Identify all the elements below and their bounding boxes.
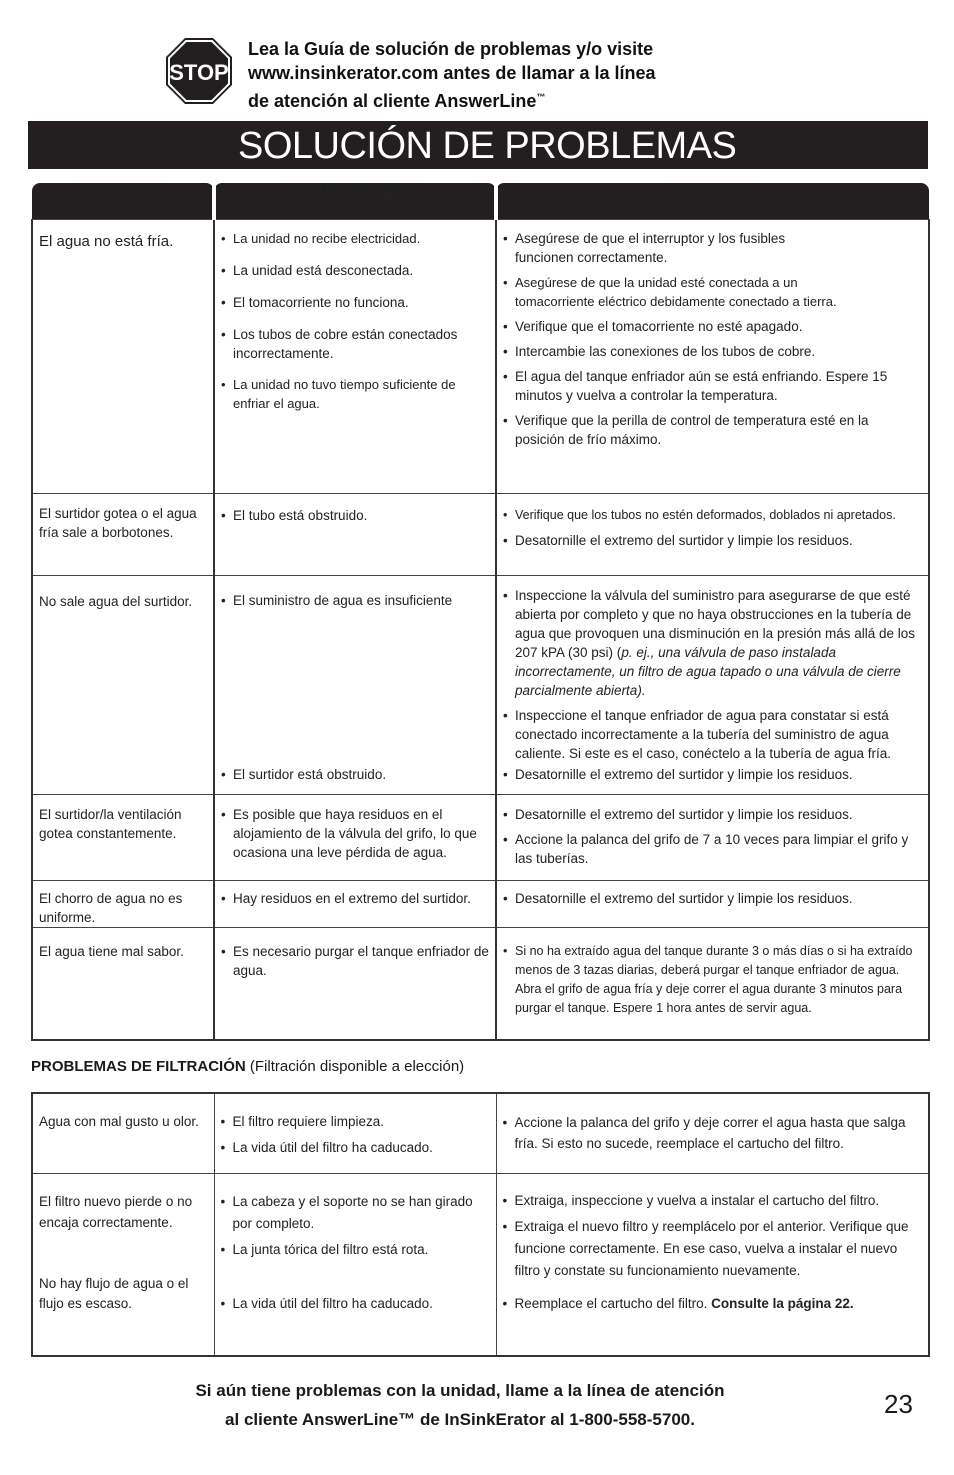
list-item: • La unidad está desconectada. [221, 261, 489, 280]
problem-cell: El surtidor/la ventilación gotea constantemente. [32, 794, 214, 880]
list-item: • Verifique que la perilla de control de temperatura esté en la posición de frío máximo. [503, 411, 890, 449]
problem-cell: El chorro de agua no es uniforme. [32, 880, 214, 927]
filter-section-heading [31, 1058, 464, 1075]
solution-cell [496, 219, 929, 493]
problem-cell: Agua con mal gusto u olor. [32, 1093, 214, 1173]
cause-cell [214, 927, 496, 1040]
header-solucion: SOLUCIÓN [496, 183, 929, 219]
list-item: • La cabeza y el soporte no se han girado por completo. [221, 1191, 490, 1235]
table-row [32, 1093, 929, 1173]
list-item: • Desatornille el extremo del surtidor y limpie los residuos. [503, 531, 922, 550]
stop-sign-text: STOP [169, 60, 229, 85]
solution-cell [496, 794, 929, 880]
list-item: • Si no ha extraído agua del tanque durante 3 o más días o si ha extraído menos de 3 tazas diarias, deberá purgar el tanque enfriador de agua. Abra el grifo de agua fría y deje correr el agua durante 3 minutos para purgar el tanque. Espere 1 hora antes de servir agua. [503, 942, 922, 1018]
table-row [32, 880, 929, 927]
page-reference: Consulte la página 22. [711, 1295, 854, 1311]
list-item: • Reemplace el cartucho del filtro. Consulte la página 22. [503, 1294, 923, 1313]
cause-cell [214, 1173, 496, 1356]
notice-line-2: www.insinkerator.com antes de llamar a la línea [248, 63, 656, 83]
list-item: • El suministro de agua es insuficiente [221, 591, 489, 610]
list-item: • Es necesario purgar el tanque enfriador de agua. [221, 942, 489, 980]
list-item: • Los tubos de cobre están conectados incorrectamente. [221, 325, 489, 363]
list-item: • La unidad no recibe electricidad. [221, 229, 489, 248]
list-item: • Asegúrese de que la unidad esté conectada a un tomacorriente eléctrico debidamente conectado a tierra. [503, 273, 875, 311]
problem-cell: No sale agua del surtidor. [32, 575, 214, 794]
page-title: SOLUCIÓN DE PROBLEMAS [238, 125, 737, 167]
list-item: • El filtro requiere limpieza. [221, 1112, 490, 1131]
solution-cell [496, 575, 929, 794]
table-row [32, 794, 929, 880]
list-item: • Extraiga el nuevo filtro y reemplácelo por el anterior. Verifique que funcione correctamente. En ese caso, vuelva a instalar el nuevo filtro y constate su funcionamiento nuevamente. [503, 1216, 923, 1282]
table-row [32, 219, 929, 493]
closing-message [140, 1376, 780, 1434]
solution-cell [496, 927, 929, 1040]
solution-cell [496, 880, 929, 927]
table-row [32, 493, 929, 575]
solution-cell [496, 493, 929, 575]
table-row [32, 575, 929, 794]
list-item: • Desatornille el extremo del surtidor y limpie los residuos. [503, 805, 922, 824]
cause-cell [214, 575, 496, 794]
solution-cell [496, 1093, 929, 1173]
list-item: • Accione la palanca del grifo de 7 a 10 veces para limpiar el grifo y las tuberías. [503, 830, 922, 868]
list-item: • La junta tórica del filtro está rota. [221, 1240, 490, 1259]
table-row [32, 927, 929, 1040]
page-number: 23 [884, 1389, 913, 1419]
list-item: • Hay residuos en el extremo del surtidor. [221, 889, 489, 908]
list-item: • La vida útil del filtro ha caducado. [221, 1138, 490, 1157]
table-row [32, 1173, 929, 1356]
list-item: • El tubo está obstruido. [221, 506, 489, 525]
header-causa: CAUSA POSIBLE [214, 183, 496, 219]
notice-line-1: Lea la Guía de solución de problemas y/o visite [248, 39, 654, 59]
problem-cell: El agua tiene mal sabor. [32, 927, 214, 1040]
notice-line-3: de atención al cliente AnswerLine™ [248, 91, 546, 111]
closing-line-2: al cliente AnswerLine™ de InSinkErator al 1-800-558-5700. [225, 1410, 695, 1429]
problem-text: El filtro nuevo pierde o no encaja correctamente. [39, 1193, 193, 1230]
problem-cell [32, 1173, 214, 1356]
problem-cell: El agua no está fría. [32, 219, 214, 493]
list-item: • El agua del tanque enfriador aún se está enfriando. Espere 15 minutos y vuelva a controlar la temperatura. [503, 367, 895, 405]
closing-line-1: Si aún tiene problemas con la unidad, llame a la línea de atención [195, 1381, 725, 1400]
cause-cell [214, 880, 496, 927]
cause-cell [214, 794, 496, 880]
stop-sign-icon [165, 37, 233, 105]
list-item: • La vida útil del filtro ha caducado. [221, 1294, 490, 1313]
list-item: • El surtidor está obstruido. [221, 765, 489, 784]
notice-text [248, 37, 788, 113]
list-item: • Asegúrese de que el interruptor y los fusibles funcionen correctamente. [503, 229, 805, 267]
list-item: • Verifique que el tomacorriente no esté apagado. [503, 317, 922, 336]
list-item: • Intercambie las conexiones de los tubos de cobre. [503, 342, 922, 361]
problem-text: No hay flujo de agua o el flujo es escaso. [39, 1275, 189, 1311]
list-item: • Desatornille el extremo del surtidor y limpie los residuos. [503, 765, 922, 784]
cause-cell [214, 1093, 496, 1173]
cause-cell [214, 219, 496, 493]
filter-heading-note: (Filtración disponible a elección) [249, 1058, 465, 1075]
list-item: • Verifique que los tubos no estén deformados, doblados ni apretados. [503, 506, 922, 525]
problem-cell: El surtidor gotea o el agua fría sale a borbotones. [32, 493, 214, 575]
list-item: • Desatornille el extremo del surtidor y limpie los residuos. [503, 889, 922, 908]
solution-cell [496, 1173, 929, 1356]
header-problema: PROBLEMA [32, 183, 214, 219]
filtration-table [31, 1092, 930, 1357]
list-item: • El tomacorriente no funciona. [221, 293, 489, 312]
title-bar [28, 121, 928, 169]
list-item: • Inspeccione la válvula del suministro para asegurarse de que esté abierta por completo y que no haya obstrucciones en la tubería de agua que provoquen una disminución en la presión más allá de los 207 kPA (30 psi) (p. ej., una válvula de paso instalada incorrectamente, un filtro de agua tapado o una válvula de cierre parcialmente abierta). [503, 586, 922, 700]
list-item: • Inspeccione el tanque enfriador de agua para constatar si está conectado incorrectamente a la tubería del suministro de agua caliente. Si este es el caso, conéctelo a la tubería de agua fría. [503, 706, 922, 763]
troubleshooting-table [31, 183, 930, 1041]
cause-cell [214, 493, 496, 575]
list-item: • Extraiga, inspeccione y vuelva a instalar el cartucho del filtro. [503, 1191, 923, 1210]
list-item: • Es posible que haya residuos en el alojamiento de la válvula del grifo, lo que ocasiona una leve pérdida de agua. [221, 805, 489, 862]
list-item: • La unidad no tuvo tiempo suficiente de enfriar el agua. [221, 375, 489, 413]
list-item: • Accione la palanca del grifo y deje correr el agua hasta que salga fría. Si esto no sucede, reemplace el cartucho del filtro. [503, 1112, 923, 1154]
trademark-symbol: ™ [536, 92, 546, 102]
filter-heading-bold: PROBLEMAS DE FILTRACIÓN [31, 1058, 246, 1075]
